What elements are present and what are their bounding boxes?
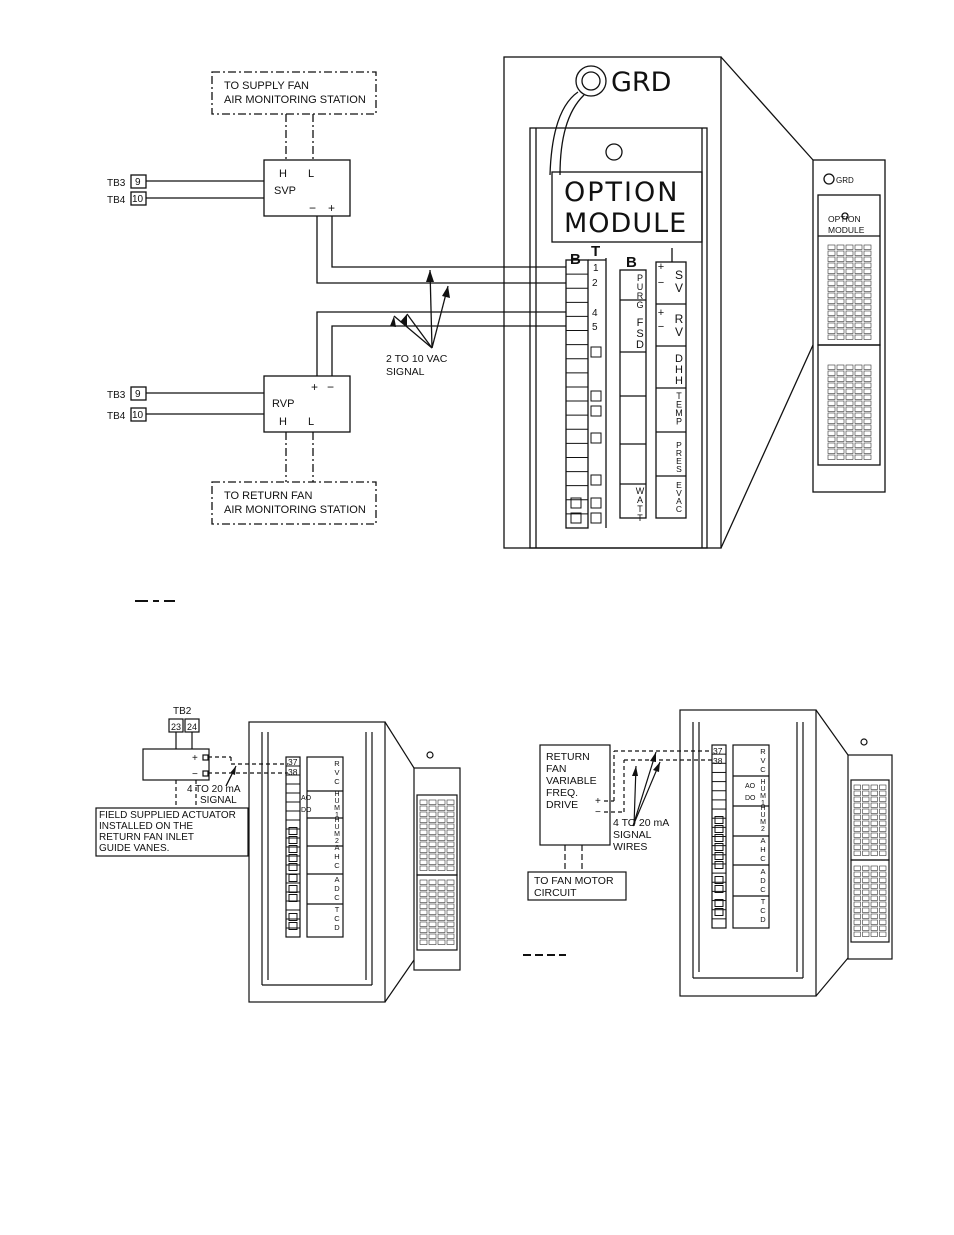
- svg-text:H: H: [334, 852, 340, 861]
- terminal-4: 4: [592, 308, 598, 319]
- svg-text:M: M: [675, 408, 683, 418]
- svg-text:M: M: [760, 793, 766, 800]
- svg-text:V: V: [674, 281, 684, 295]
- actuator-box: [143, 749, 209, 780]
- svg-text:D: D: [334, 884, 340, 893]
- svg-text:H: H: [760, 779, 766, 786]
- svg-text:V: V: [334, 768, 340, 777]
- svg-text:A: A: [334, 875, 340, 884]
- motor-line2: CIRCUIT: [534, 887, 577, 899]
- svg-text:A: A: [636, 495, 644, 505]
- rv-label: [675, 312, 684, 339]
- terminal-24: 24: [187, 722, 198, 732]
- svp-h-label: H: [279, 168, 287, 180]
- vfd-line5: DRIVE: [546, 799, 579, 811]
- rvp-plus-wire: [317, 312, 566, 376]
- svg-text:U: U: [760, 786, 766, 793]
- svg-text:A: A: [760, 867, 766, 876]
- svg-text:E: E: [676, 480, 682, 490]
- svg-text:D: D: [760, 915, 766, 924]
- svg-text:R: R: [675, 448, 683, 458]
- motor-line1: TO FAN MOTOR: [534, 875, 614, 887]
- svg-text:C: C: [334, 914, 340, 923]
- vfd-plus: +: [595, 796, 601, 807]
- vfd-line3: VARIABLE: [546, 775, 597, 787]
- rvp-name: RVP: [272, 398, 295, 410]
- svg-text:2: 2: [761, 826, 765, 833]
- svg-text:H: H: [760, 805, 766, 812]
- fsd-label: [636, 317, 644, 351]
- bl-minus: −: [192, 769, 198, 780]
- return-station-line1: TO RETURN FAN: [224, 490, 313, 502]
- supply-station-line1: TO SUPPLY FAN: [224, 80, 309, 92]
- tb4-label-bottom: TB4: [107, 411, 126, 422]
- svg-text:A: A: [760, 836, 766, 845]
- svg-text:H: H: [675, 375, 683, 387]
- bl-signal-line2: SIGNAL: [200, 795, 237, 806]
- svg-text:P: P: [636, 273, 644, 283]
- br-signal-line3: WIRES: [613, 841, 648, 853]
- tb3-label-bottom: TB3: [107, 390, 126, 401]
- bl-rvc: [334, 759, 340, 786]
- svg-text:G: G: [636, 300, 644, 310]
- svg-text:D: D: [334, 923, 340, 932]
- grd-label: GRD: [611, 67, 672, 98]
- bl-ao: AO: [301, 795, 312, 802]
- svg-text:C: C: [334, 893, 340, 902]
- bl-hum2: [334, 817, 340, 845]
- svp-plus: +: [328, 201, 336, 215]
- svg-text:H: H: [334, 817, 340, 824]
- note-line2: INSTALLED ON THE: [99, 821, 194, 832]
- option-module-thumbnail: [813, 160, 885, 492]
- col-t1: T: [591, 243, 601, 260]
- svg-text:U: U: [334, 824, 340, 831]
- br-tcd: [760, 897, 766, 924]
- svg-text:V: V: [760, 756, 766, 765]
- terminal-5: 5: [592, 322, 598, 333]
- br-hum1: [760, 779, 766, 807]
- svp-minus: −: [309, 201, 317, 215]
- bl-adc: [334, 875, 340, 902]
- svg-text:1: 1: [335, 812, 339, 819]
- svp-minus-wire: [317, 216, 566, 283]
- rvp-minus-wire: [332, 326, 566, 376]
- svg-text:P: P: [676, 440, 682, 450]
- svg-text:R: R: [674, 312, 684, 326]
- bl-tcd: [334, 905, 340, 932]
- module-title-line1: OPTION: [564, 177, 680, 208]
- tb3-label-top: TB3: [107, 178, 126, 189]
- svg-text:E: E: [676, 456, 682, 466]
- br-terminal-38: 38: [713, 756, 723, 766]
- rvp-l-label: L: [308, 416, 315, 428]
- svg-text:C: C: [760, 765, 766, 774]
- svg-text:T: T: [637, 513, 643, 523]
- note-line3: RETURN FAN INLET: [99, 832, 195, 843]
- svg-text:H: H: [760, 845, 766, 854]
- br-ao: AO: [745, 783, 756, 790]
- polarity-mark: +: [657, 261, 665, 273]
- b-t-terminal-strip: [566, 260, 588, 528]
- bl-do: DO: [301, 807, 312, 814]
- svp-l-label: L: [308, 168, 315, 180]
- supply-station-line2: AIR MONITORING STATION: [224, 94, 366, 106]
- svg-text:W: W: [635, 486, 645, 496]
- svg-text:H: H: [675, 364, 683, 376]
- terminal-10-bottom: 10: [132, 410, 144, 421]
- svg-text:D: D: [760, 876, 766, 885]
- svg-text:M: M: [334, 831, 340, 838]
- note-line4: GUIDE VANES.: [99, 843, 170, 854]
- svp-plus-wire: [332, 216, 566, 267]
- br-rvc: [760, 747, 766, 774]
- terminal-1: 1: [593, 263, 599, 274]
- svg-text:U: U: [636, 282, 644, 292]
- thumb-module-line1: OPTION: [828, 214, 861, 224]
- thumb-grd: GRD: [836, 176, 854, 185]
- col-b2: B: [626, 254, 637, 271]
- svg-text:C: C: [334, 861, 340, 870]
- svg-text:V: V: [676, 488, 682, 498]
- vfd-line2: FAN: [546, 763, 567, 775]
- svg-text:2: 2: [335, 838, 339, 845]
- rvp-minus: −: [327, 380, 335, 394]
- svg-text:D: D: [675, 353, 683, 365]
- vfd-minus: −: [595, 807, 601, 818]
- terminal-23: 23: [171, 722, 182, 732]
- svg-text:A: A: [334, 843, 340, 852]
- svg-text:C: C: [334, 777, 340, 786]
- bl-ahc: [334, 843, 340, 870]
- polarity-mark: −: [657, 277, 665, 289]
- bl-plus: +: [192, 753, 198, 764]
- module-title-line2: MODULE: [564, 208, 688, 239]
- svg-text:U: U: [760, 812, 766, 819]
- vfd-line1: RETURN: [546, 751, 590, 763]
- br-adc: [760, 867, 766, 894]
- note-line1: FIELD SUPPLIED ACTUATOR: [99, 810, 236, 821]
- rvp-plus: +: [311, 380, 319, 394]
- br-module-enclosure: [680, 710, 816, 996]
- svg-text:H: H: [334, 791, 340, 798]
- tb4-label-top: TB4: [107, 195, 126, 206]
- thumb-module-line2: MODULE: [828, 225, 865, 235]
- sv-label: [675, 268, 683, 295]
- svp-name: SVP: [274, 185, 297, 197]
- svg-text:S: S: [674, 268, 684, 282]
- return-air-station-box: [212, 482, 376, 524]
- svg-text:T: T: [676, 391, 682, 401]
- terminal-10-top: 10: [132, 194, 144, 205]
- signal-label-line1: 2 TO 10 VAC: [386, 353, 448, 365]
- br-do: DO: [745, 795, 756, 802]
- polarity-mark: +: [657, 307, 665, 319]
- br-hum2: [760, 805, 766, 833]
- bl-terminal-38: 38: [288, 767, 298, 777]
- svg-text:R: R: [334, 759, 340, 768]
- svg-text:M: M: [334, 805, 340, 812]
- rvp-h-label: H: [279, 416, 287, 428]
- svg-text:A: A: [676, 496, 682, 506]
- svg-text:T: T: [637, 504, 643, 514]
- br-ahc: [760, 836, 766, 863]
- br-module-thumbnail: [848, 755, 892, 959]
- svg-text:R: R: [636, 291, 644, 301]
- svg-text:M: M: [760, 819, 766, 826]
- col-b1: B: [570, 251, 581, 268]
- svg-text:C: C: [760, 906, 766, 915]
- svg-text:U: U: [334, 798, 340, 805]
- svg-text:P: P: [675, 416, 683, 427]
- tb2-label: TB2: [173, 706, 192, 717]
- svg-text:S: S: [636, 328, 644, 340]
- svg-text:F: F: [636, 317, 644, 329]
- svg-text:T: T: [334, 905, 340, 914]
- svg-text:D: D: [636, 339, 644, 351]
- svg-text:V: V: [674, 325, 684, 339]
- bl-signal-line1: 4 TO 20 mA: [187, 784, 241, 795]
- purg-label: [636, 273, 643, 310]
- supply-air-station-box: [212, 72, 376, 114]
- terminal-2: 2: [592, 278, 598, 289]
- br-signal-line2: SIGNAL: [613, 829, 652, 841]
- pres-label: [676, 440, 682, 474]
- svg-text:E: E: [675, 399, 683, 410]
- terminal-9-bottom: 9: [135, 389, 141, 400]
- terminal-9-top: 9: [135, 177, 141, 188]
- dhh-label: [675, 353, 683, 387]
- svg-text:C: C: [760, 854, 766, 863]
- evac-label: [676, 480, 682, 514]
- svg-text:C: C: [675, 504, 683, 514]
- generated-terminal-squares: [286, 260, 726, 937]
- br-signal-line1: 4 TO 20 mA: [613, 817, 670, 829]
- temp-label: [675, 391, 683, 427]
- svg-text:S: S: [676, 464, 682, 474]
- return-station-line2: AIR MONITORING STATION: [224, 504, 366, 516]
- vfd-line4: FREQ.: [546, 787, 579, 799]
- svg-text:R: R: [760, 747, 766, 756]
- br-terminal-37: 37: [713, 746, 723, 756]
- bl-hum1: [334, 791, 340, 819]
- svg-text:T: T: [760, 897, 766, 906]
- svg-text:C: C: [760, 885, 766, 894]
- polarity-mark: −: [657, 321, 665, 333]
- svg-text:1: 1: [761, 800, 765, 807]
- signal-label-line2: SIGNAL: [386, 366, 425, 378]
- bl-terminal-37: 37: [288, 757, 298, 767]
